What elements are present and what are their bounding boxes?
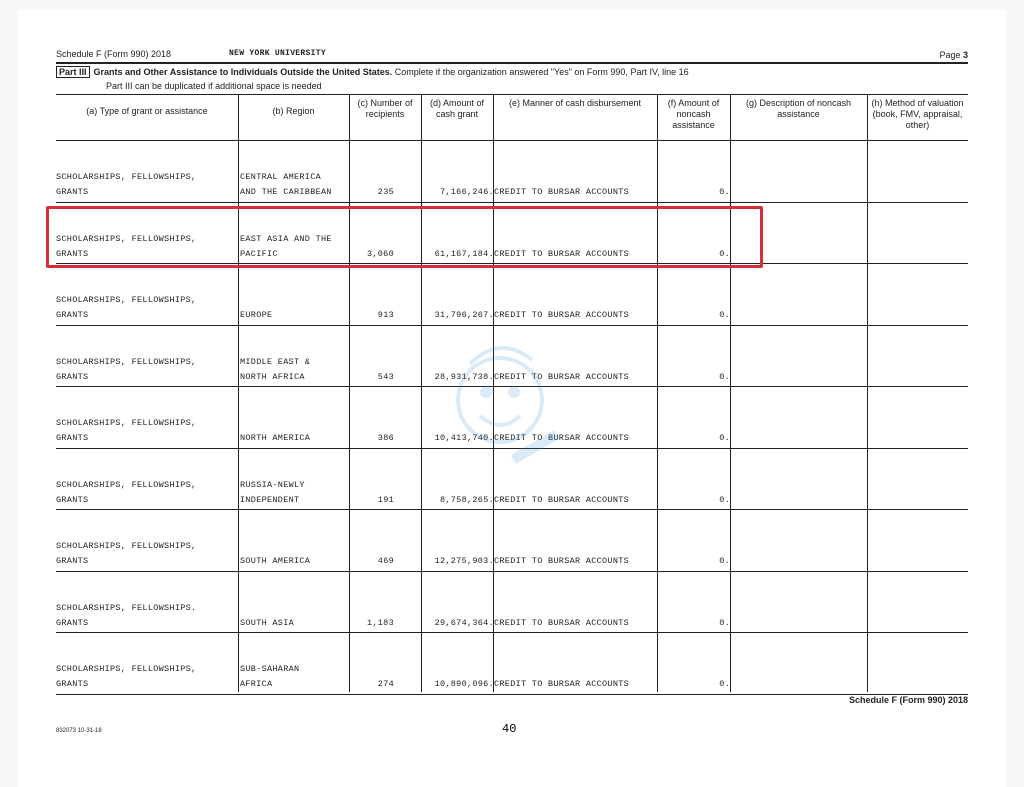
- form-label: Schedule F (Form 990) 2018: [56, 49, 172, 59]
- header-bottom-rule: [56, 140, 968, 141]
- region-line2: SOUTH AMERICA: [240, 556, 311, 566]
- header-rule: [56, 62, 968, 64]
- noncash-amount: 0.: [719, 310, 730, 320]
- region-line2: AND THE CARIBBEAN: [240, 187, 332, 197]
- grant-type-line1: SCHOLARSHIPS, FELLOWSHIPS,: [56, 479, 197, 490]
- region-line1: EAST ASIA AND THE: [240, 233, 332, 244]
- column-divider: [421, 94, 422, 692]
- cash-grant-amount: 10,413,740.: [434, 433, 494, 443]
- recipients-count: 543: [377, 371, 394, 382]
- col-region-header: (b) Region: [272, 106, 315, 116]
- cash-grant-amount: 8,758,265.: [439, 494, 494, 505]
- col-description-header: (g) Description of noncash assistance: [745, 98, 852, 119]
- noncash-amount: 0.: [719, 433, 730, 443]
- part-title-rest: Complete if the organization answered "Yes" on Form 990, Part IV, line 16: [392, 67, 689, 77]
- disbursement-manner: CREDIT TO BURSAR ACCOUNTS: [494, 371, 630, 382]
- grant-type-line1: SCHOLARSHIPS, FELLOWSHIPS,: [56, 356, 197, 367]
- grant-type-line2: GRANTS: [56, 679, 89, 689]
- cash-grant-amount: 12,275,903.: [434, 556, 494, 566]
- cash-grant-amount: 29,674,364.: [434, 617, 494, 628]
- region-line2: EUROPE: [240, 310, 273, 320]
- row-rule: [56, 202, 968, 203]
- grant-type-line1: SCHOLARSHIPS, FELLOWSHIPS.: [56, 602, 197, 613]
- grant-type-line2: GRANTS: [56, 187, 89, 197]
- recipients-count: 3,060: [366, 248, 394, 259]
- region-line2: NORTH AFRICA: [240, 371, 305, 382]
- grant-type-line1: SCHOLARSHIPS, FELLOWSHIPS,: [56, 418, 197, 428]
- column-divider: [349, 94, 350, 692]
- grant-type-line2: GRANTS: [56, 371, 89, 382]
- row-rule: [56, 325, 968, 326]
- region-line1: MIDDLE EAST &: [240, 356, 311, 367]
- col-recipients-header: (c) Number of recipients: [357, 98, 413, 119]
- disbursement-manner: CREDIT TO BURSAR ACCOUNTS: [494, 494, 630, 505]
- grant-type-line1: SCHOLARSHIPS, FELLOWSHIPS,: [56, 233, 197, 244]
- row-rule: [56, 509, 968, 510]
- page-number: 40: [502, 722, 517, 736]
- recipients-count: 1,183: [366, 617, 394, 628]
- cash-grant-amount: 31,796,267.: [434, 310, 494, 320]
- recipients-count: 235: [377, 187, 394, 197]
- region-line1: SUB-SAHARAN: [240, 664, 300, 674]
- disbursement-manner: CREDIT TO BURSAR ACCOUNTS: [494, 187, 630, 197]
- noncash-amount: 0.: [719, 679, 730, 689]
- col-cash-header: (d) Amount of cash grant: [429, 98, 485, 119]
- region-line2: PACIFIC: [240, 248, 278, 259]
- recipients-count: 191: [377, 494, 394, 505]
- col-type-header: (a) Type of grant or assistance: [86, 106, 208, 116]
- recipients-count: 913: [377, 310, 394, 320]
- disbursement-manner: CREDIT TO BURSAR ACCOUNTS: [494, 248, 630, 259]
- footer-code: 832073 10-31-18: [56, 728, 102, 734]
- cash-grant-amount: 7,166,246.: [439, 187, 494, 197]
- region-line2: INDEPENDENT: [240, 494, 300, 505]
- noncash-amount: 0.: [719, 617, 730, 628]
- disbursement-manner: CREDIT TO BURSAR ACCOUNTS: [494, 556, 630, 566]
- disbursement-manner: CREDIT TO BURSAR ACCOUNTS: [494, 310, 630, 320]
- region-line2: NORTH AMERICA: [240, 433, 311, 443]
- region-line1: RUSSIA-NEWLY: [240, 479, 305, 490]
- col-valuation-header: (h) Method of valuation (book, FMV, appraisal, other): [871, 98, 964, 130]
- grant-type-line1: SCHOLARSHIPS, FELLOWSHIPS,: [56, 541, 197, 551]
- row-rule: [56, 694, 968, 695]
- table-top-rule: [56, 94, 968, 95]
- column-divider: [730, 94, 731, 692]
- watermark-logo: [440, 330, 570, 480]
- grant-type-line2: GRANTS: [56, 248, 89, 259]
- organization-name: NEW YORK UNIVERSITY: [229, 49, 326, 58]
- grant-type-line1: SCHOLARSHIPS, FELLOWSHIPS,: [56, 664, 197, 674]
- noncash-amount: 0.: [719, 494, 730, 505]
- grant-type-line2: GRANTS: [56, 494, 89, 505]
- noncash-amount: 0.: [719, 371, 730, 382]
- region-line1: CENTRAL AMERICA: [240, 172, 322, 182]
- noncash-amount: 0.: [719, 556, 730, 566]
- grant-type-line2: GRANTS: [56, 556, 89, 566]
- disbursement-manner: CREDIT TO BURSAR ACCOUNTS: [494, 679, 630, 689]
- col-noncash-header: (f) Amount of noncash assistance: [667, 98, 720, 130]
- cash-grant-amount: 28,931,738.: [434, 371, 494, 382]
- grant-type-line1: SCHOLARSHIPS, FELLOWSHIPS,: [56, 172, 197, 182]
- disbursement-manner: CREDIT TO BURSAR ACCOUNTS: [494, 617, 630, 628]
- cash-grant-amount: 61,167,184.: [434, 248, 494, 259]
- col-manner-header: (e) Manner of cash disbursement: [508, 98, 642, 108]
- row-rule: [56, 571, 968, 572]
- row-rule: [56, 632, 968, 633]
- column-divider: [867, 94, 868, 692]
- recipients-count: 469: [377, 556, 394, 566]
- footer-form-label: Schedule F (Form 990) 2018: [848, 695, 968, 705]
- part-title-bold: Grants and Other Assistance to Individuals Outside the United States.: [93, 67, 393, 77]
- part-title: [56, 66, 689, 78]
- grant-type-line2: GRANTS: [56, 617, 89, 628]
- column-divider: [657, 94, 658, 692]
- cash-grant-amount: 10,890,096.: [434, 679, 494, 689]
- recipients-count: 386: [377, 433, 394, 443]
- grant-type-line2: GRANTS: [56, 433, 89, 443]
- region-line2: SOUTH ASIA: [240, 617, 295, 628]
- page-indicator: Page 3: [939, 50, 968, 60]
- noncash-amount: 0.: [719, 248, 730, 259]
- noncash-amount: 0.: [719, 187, 730, 197]
- part-box: Part III: [56, 66, 90, 78]
- part-subtitle: Part III can be duplicated if additional space is needed: [106, 81, 322, 91]
- recipients-count: 274: [377, 679, 394, 689]
- grant-type-line2: GRANTS: [56, 310, 89, 320]
- highlight-box: [46, 206, 763, 268]
- disbursement-manner: CREDIT TO BURSAR ACCOUNTS: [494, 433, 630, 443]
- grant-type-line1: SCHOLARSHIPS, FELLOWSHIPS,: [56, 295, 197, 305]
- column-divider: [238, 94, 239, 692]
- region-line2: AFRICA: [240, 679, 273, 689]
